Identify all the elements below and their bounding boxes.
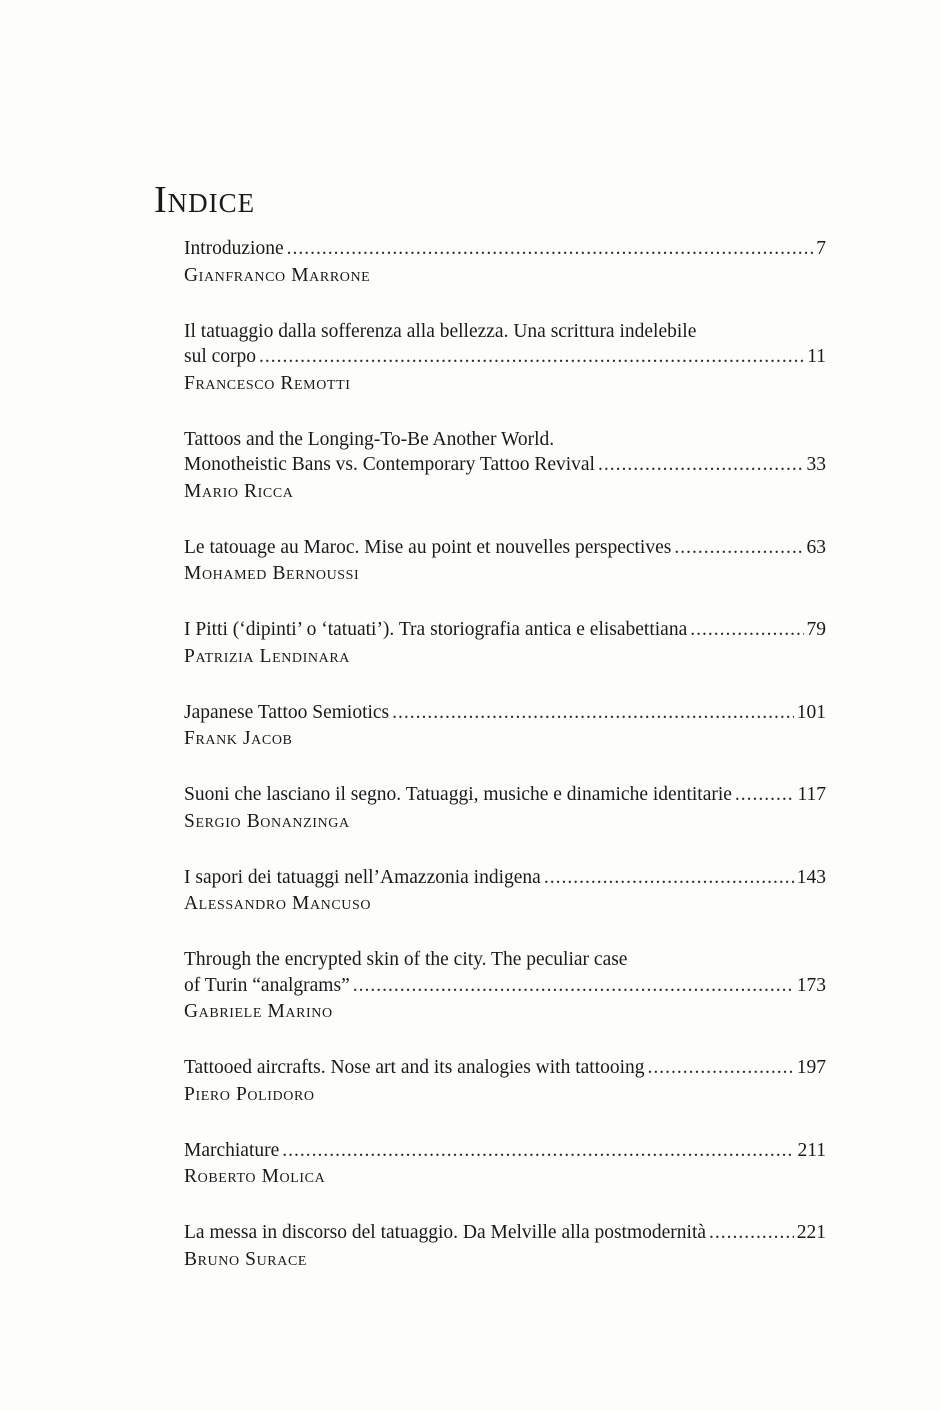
toc-title-line (184, 344, 826, 370)
toc-author: Mohamed Bernoussi (184, 563, 360, 584)
toc-entry (184, 947, 826, 1025)
toc-title-line (184, 236, 826, 262)
toc-entry (184, 236, 826, 289)
toc-entry (184, 782, 826, 835)
page-number: 11 (807, 346, 826, 367)
toc-author: Gianfranco Marrone (184, 264, 371, 286)
dot-leader (690, 617, 803, 643)
toc-entry (184, 865, 826, 918)
dot-leader (709, 1220, 794, 1246)
toc-title: Introduzione (184, 238, 284, 259)
toc-author: Mario Ricca (184, 480, 294, 502)
toc-title-line (184, 1138, 826, 1164)
toc-title-line (184, 973, 826, 999)
toc-title-line (184, 617, 826, 643)
page-number: 143 (796, 866, 826, 888)
toc-entry (184, 1055, 826, 1108)
toc-title: Monotheistic Bans vs. Contemporary Tattoo Revival (184, 454, 595, 475)
toc-title-line (184, 1055, 826, 1081)
toc-title: Japanese Tattoo Semiotics (184, 701, 390, 723)
toc-author: Patrizia Lendinara (184, 645, 350, 667)
toc-title: of Turin “analgrams” (184, 974, 350, 996)
page-number: 173 (796, 974, 826, 996)
toc-entry (184, 1138, 826, 1191)
dot-leader (259, 344, 804, 370)
toc-author: Alessandro Mancuso (184, 893, 372, 914)
toc-entry (184, 1220, 826, 1273)
page-number: 79 (806, 619, 826, 640)
dot-leader (544, 865, 794, 891)
toc-title: Il tatuaggio dalla sofferenza alla bellezza. Una scrittura indelebile (184, 320, 697, 342)
toc-title: La messa in discorso del tatuaggio. Da Melville alla postmodernità (184, 1222, 707, 1243)
toc-entry (184, 700, 826, 753)
toc-title-line (184, 782, 826, 808)
dot-leader (287, 236, 814, 262)
toc-author: Roberto Molica (184, 1166, 326, 1187)
toc-entry (184, 617, 826, 670)
toc-title-line (184, 865, 826, 891)
toc-author: Gabriele Marino (184, 1001, 333, 1022)
page-number: 63 (806, 536, 826, 558)
dot-leader (353, 973, 794, 999)
table-of-contents (184, 236, 826, 1303)
dot-leader (282, 1138, 794, 1164)
page-number: 7 (816, 238, 826, 259)
dot-leader (392, 700, 794, 726)
toc-title: Suoni che lasciano il segno. Tatuaggi, musiche e dinamiche identitarie (184, 784, 732, 805)
toc-title: Marchiature (184, 1139, 280, 1161)
toc-author: Bruno Surace (184, 1248, 308, 1270)
page-number: 33 (806, 454, 826, 475)
toc-entry (184, 319, 826, 397)
dot-leader (674, 535, 803, 561)
page-title: Indice (154, 179, 256, 221)
toc-author: Frank Jacob (184, 728, 293, 749)
dot-leader (598, 452, 804, 478)
toc-author: Sergio Bonanzinga (184, 810, 350, 832)
toc-entry (184, 535, 826, 588)
toc-title-line (184, 535, 826, 561)
toc-entry (184, 427, 826, 505)
toc-title-line (184, 700, 826, 726)
page-number: 197 (796, 1057, 826, 1078)
toc-title: Tattoos and the Longing-To-Be Another World. (184, 428, 555, 450)
toc-title-line (184, 452, 826, 478)
page-number: 117 (797, 784, 826, 805)
toc-title: Through the encrypted skin of the city. The peculiar case (184, 949, 628, 970)
dot-leader (648, 1055, 794, 1081)
toc-title: Tattooed aircrafts. Nose art and its analogies with tattooing (184, 1057, 645, 1078)
toc-author: Francesco Remotti (184, 372, 351, 394)
toc-title: I sapori dei tatuaggi nell’Amazzonia indigena (184, 866, 541, 888)
toc-title: Le tatouage au Maroc. Mise au point et nouvelles perspectives (184, 536, 672, 558)
page-number: 221 (796, 1222, 826, 1243)
toc-title: I Pitti (‘dipinti’ o ‘tatuati’). Tra storiografia antica e elisabettiana (184, 619, 688, 640)
toc-title: sul corpo (184, 346, 257, 367)
toc-author: Piero Polidoro (184, 1083, 315, 1105)
page-number: 101 (796, 701, 826, 723)
toc-title-line (184, 1220, 826, 1246)
dot-leader (735, 782, 795, 808)
page-number: 211 (797, 1139, 826, 1161)
